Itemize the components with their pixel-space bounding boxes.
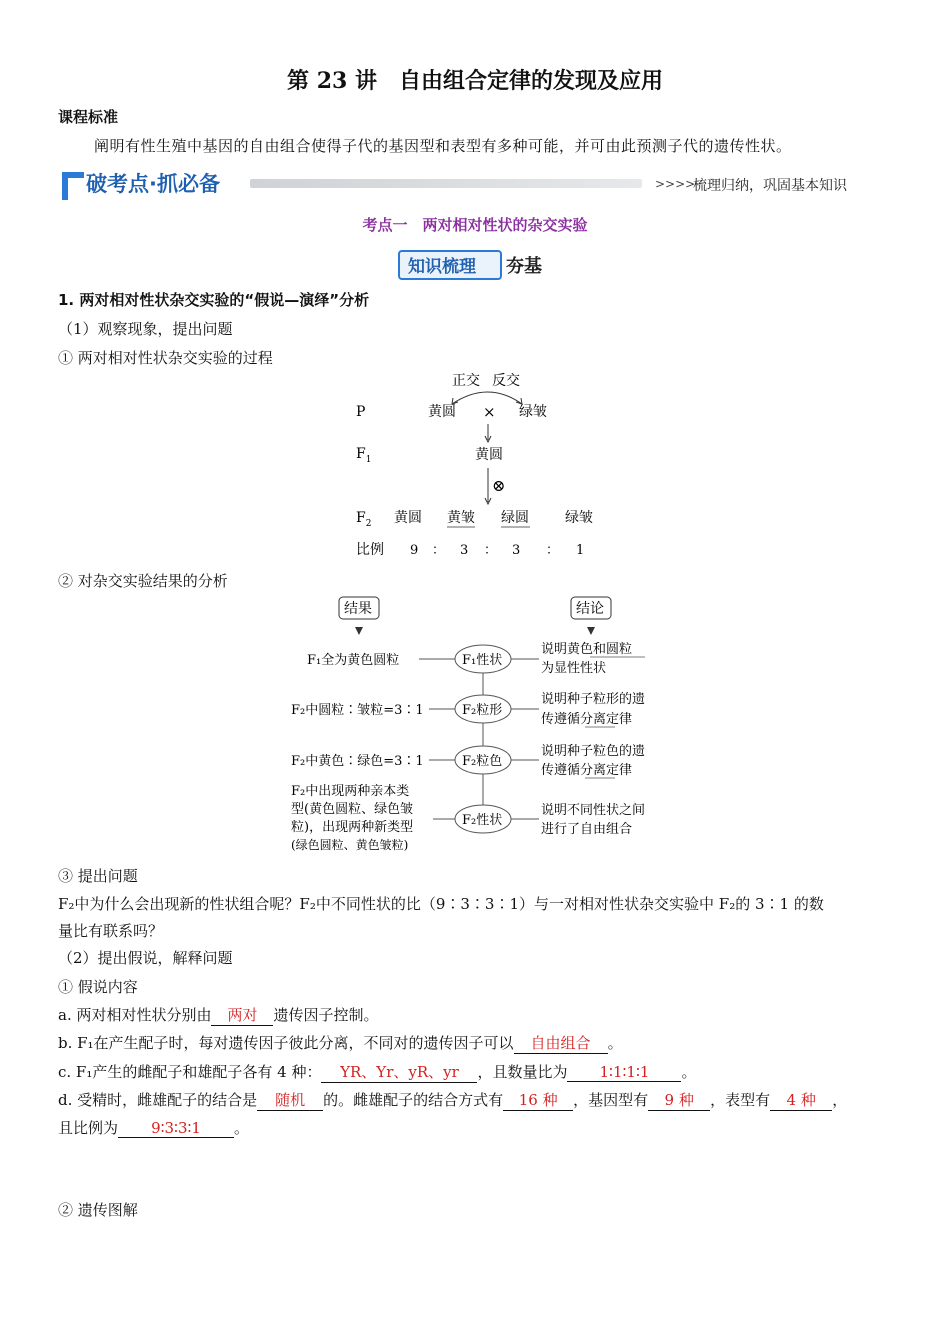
result-row-4-line-2: 型(黄色圆粒、绿色皱 — [291, 802, 414, 817]
result-header: 结果 — [344, 601, 372, 617]
blank-d-4: 4 种 — [770, 1089, 832, 1111]
ratio-sep-1: ： — [432, 543, 446, 558]
result-row-3: F₂中黄色∶绿色=3∶1 — [291, 754, 424, 769]
cross-p-left: 黄圆 — [428, 404, 456, 420]
conclusion-header: 结论 — [576, 601, 604, 617]
knowledge-tag-label-2: 夯基 — [506, 256, 542, 277]
section-1-title: 1. 两对相对性状杂交实验的“假说—演绎”分析 — [58, 291, 370, 309]
blank-d-5: 9∶3∶3∶1 — [118, 1119, 234, 1138]
cross-f1-pheno: 黄圆 — [475, 447, 503, 463]
ratio-3: 3 — [512, 543, 521, 558]
ratio-2: 3 — [460, 543, 469, 558]
blank-c-1: YR、Yr、yR、yr — [321, 1061, 477, 1083]
cross-zheng: 正交 — [452, 373, 480, 389]
blank-d-1: 随机 — [257, 1089, 323, 1111]
banner-corner-icon — [58, 168, 88, 204]
conclusion-row-2-b: 传遵循分离定律 — [541, 712, 633, 727]
standard-text: 阐明有性生殖中基因的自由组合使得子代的基因型和表型有多种可能，并可由此预测子代的遗传性状。 — [94, 137, 792, 155]
standard-heading: 课程标准 — [58, 108, 119, 126]
blank-b: 自由组合 — [514, 1032, 608, 1054]
cross-f1-label: $F_1$ — [356, 446, 372, 465]
result-row-4-line-3: 粒)，出现两种新类型 — [291, 820, 414, 835]
knowledge-tag — [398, 250, 558, 280]
f2-pheno-1: 黄圆 — [394, 510, 422, 526]
banner-arrows: >>>> — [655, 177, 696, 191]
item-3: ③ 提出问题 — [58, 867, 138, 885]
question-line-2: 量比有联系吗？ — [58, 922, 164, 940]
point-title: 考点一 两对相对性状的杂交实验 — [362, 216, 588, 234]
item-1: ① 两对相对性状杂交实验的过程 — [58, 349, 273, 367]
cross-p-label: P — [356, 404, 366, 420]
blank-c-2: 1∶1∶1∶1 — [567, 1063, 681, 1082]
conclusion-row-3-b: 传遵循分离定律 — [541, 763, 633, 778]
sub-heading-2: （2）提出假说，解释问题 — [58, 949, 233, 967]
f2-pheno-3: 绿圆 — [501, 510, 529, 526]
node-row-3: F₂粒色 — [462, 754, 503, 769]
f2-pheno-4: 绿皱 — [565, 510, 593, 526]
result-row-2: F₂中圆粒∶皱粒=3∶1 — [291, 703, 424, 718]
cross-diagram — [340, 366, 640, 566]
result-row-4-line-1: F₂中出现两种亲本类 — [291, 784, 410, 799]
result-row-4-line-4: (绿色圆粒、黄色皱粒) — [291, 838, 409, 852]
conclusion-row-4-b: 进行了自由组合 — [541, 822, 633, 837]
self-cross-icon: ⊗ — [492, 476, 506, 495]
node-row-1: F₁性状 — [462, 653, 503, 668]
hypothesis-a: a. 两对相对性状分别由 两对 遗传因子控制。 — [58, 1006, 379, 1024]
question-line-1: F₂中为什么会出现新的性状组合呢？F₂中不同性状的比（9∶3∶3∶1）与一对相对性状杂交实验中 F₂的 3∶1 的数 — [58, 895, 824, 913]
conclusion-row-1-b: 为显性性状 — [541, 661, 607, 676]
conclusion-row-4-a: 说明不同性状之间 — [541, 803, 646, 818]
ratio-1: 9 — [410, 543, 419, 558]
ratio-label: 比例 — [356, 542, 384, 558]
cross-fan: 反交 — [492, 373, 520, 389]
blank-d-3: 9 种 — [648, 1089, 710, 1111]
banner-left-text: 破考点·抓必备 — [86, 172, 220, 196]
ratio-sep-3: ： — [546, 543, 560, 558]
cross-times: × — [483, 403, 496, 421]
cross-p-right: 绿皱 — [519, 404, 547, 420]
blank-a: 两对 — [211, 1004, 273, 1026]
node-row-2: F₂粒形 — [462, 703, 503, 718]
hypothesis-item: ① 假说内容 — [58, 978, 138, 996]
f2-pheno-2: 黄皱 — [447, 510, 475, 526]
sub-heading-1: （1）观察现象，提出问题 — [58, 320, 233, 338]
hypothesis-c: c. F₁产生的雌配子和雄配子各有 4 种： YR、Yr、yR、yr ，且数量比为 1∶1∶1∶1 。 — [58, 1063, 697, 1081]
item-2: ② 对杂交实验结果的分析 — [58, 572, 228, 590]
hypothesis-b: b. F₁在产生配子时，每对遗传因子彼此分离，不同对的遗传因子可以 自由组合 。 — [58, 1034, 623, 1052]
conclusion-row-3-a: 说明种子粒色的遗 — [541, 744, 646, 759]
hypothesis-d: d. 受精时，雌雄配子的结合是 随机 的。雌雄配子的结合方式有 16 种 ，基因型有 9 种 ，表型有 4 种 ， — [58, 1091, 848, 1109]
conclusion-row-1-a: 说明黄色和圆粒 — [541, 642, 633, 657]
hypothesis-d-cont: 且比例为 9∶3∶3∶1 。 — [58, 1119, 250, 1137]
conclusion-row-2-a: 说明种子粒形的遗 — [541, 692, 646, 707]
banner-divider-bar — [250, 179, 642, 188]
result-row-1: F₁全为黄色圆粒 — [307, 653, 400, 668]
analysis-diagram — [285, 593, 685, 863]
ratio-4: 1 — [576, 543, 585, 558]
node-row-4: F₂性状 — [462, 813, 503, 828]
cross-f2-label: $F_2$ — [356, 510, 372, 529]
item-diagram: ② 遗传图解 — [58, 1201, 138, 1219]
page-title: 第 23 讲 自由组合定律的发现及应用 — [287, 68, 663, 94]
knowledge-tag-label: 知识梳理 — [408, 257, 476, 277]
banner-right-text: 梳理归纳，巩固基本知识 — [693, 178, 847, 194]
blank-d-2: 16 种 — [503, 1089, 573, 1111]
ratio-sep-2: ： — [484, 543, 498, 558]
